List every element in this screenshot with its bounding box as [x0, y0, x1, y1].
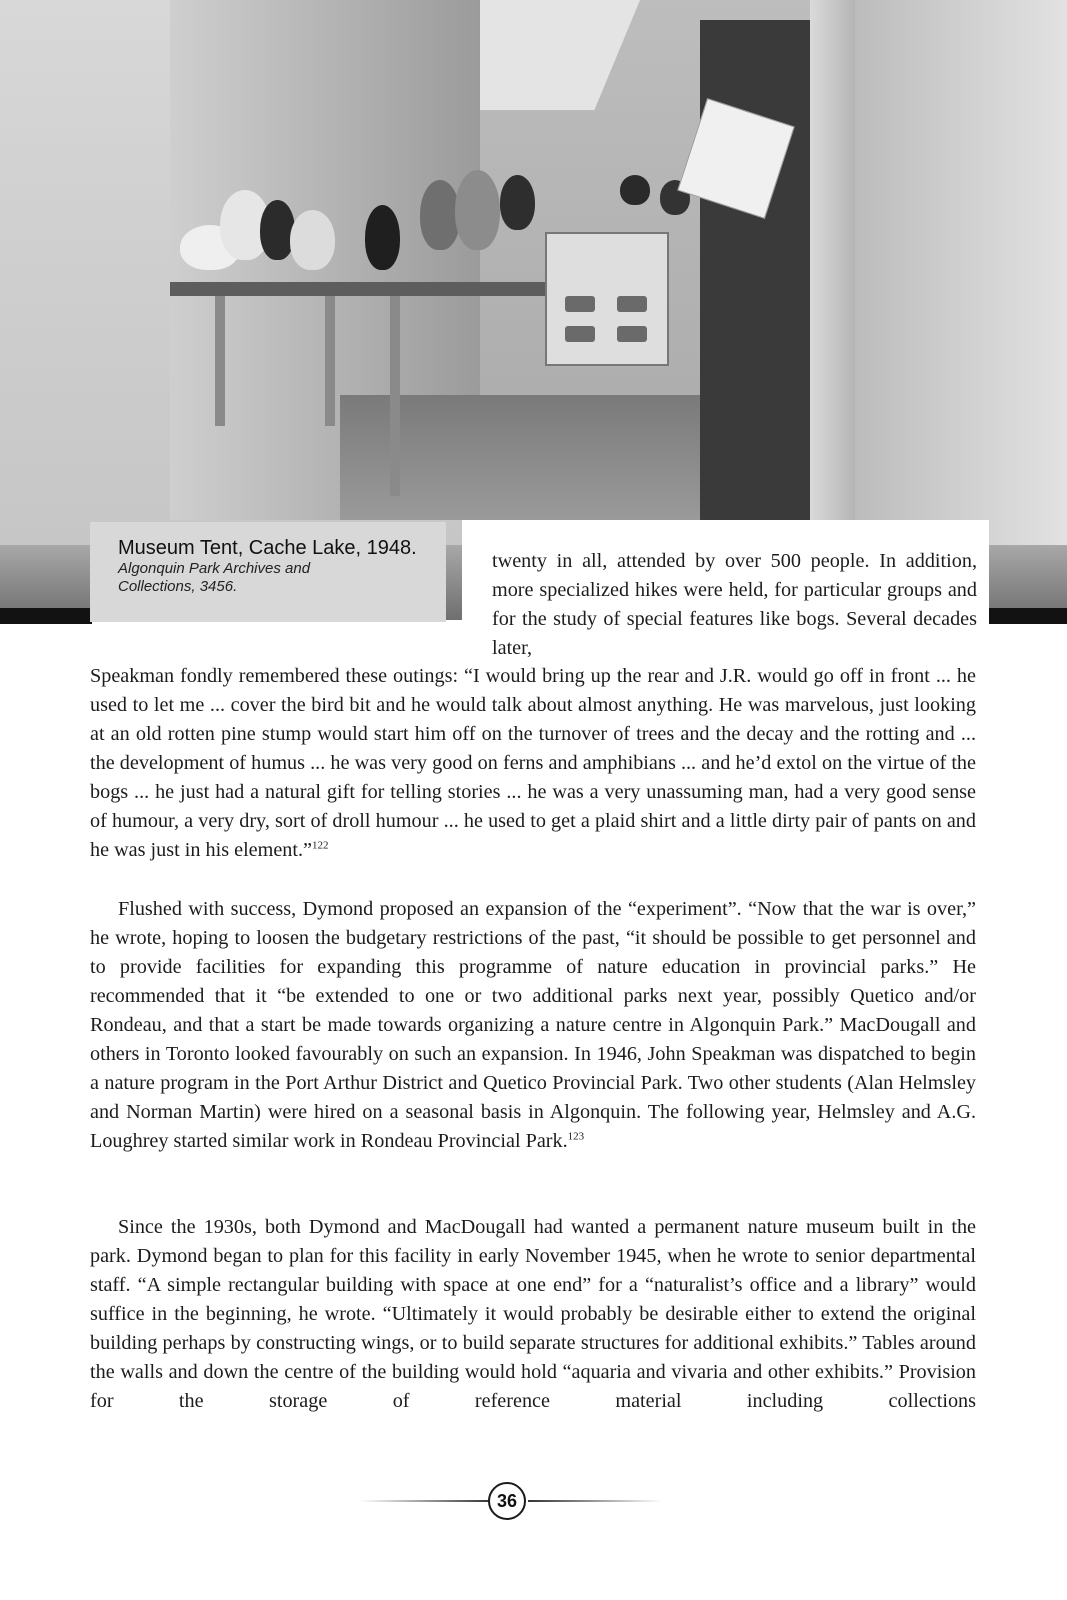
display-shelf [170, 282, 550, 296]
caption-source [118, 560, 446, 596]
paragraph-text: Flushed with success, Dymond proposed an expansion of the “experiment”. “Now that the war is over,” he wrote, hoping to loosen the budgetary restrictions of the past, “it should be possible to get personnel and to provide facilities for expanding this programme of nature education in provincial parks.” He recommended that it “be extended to one or two additional parks next year, possibly Quetico and/or Rondeau, and that a start be made towards organizing a nature centre in Algonquin Park.” MacDougall and others in Toronto looked favourably on such an expansion. In 1946, John Speakman was dispatched to begin a nature program in the Port Arthur District and Quetico Provincial Park. Two other students (Alan Helmsley and Norman Martin) were hired on a seasonal basis in Algonquin. The following year, Helmsley and A.G. Loughrey started similar work in Rondeau Provincial Park. [90, 898, 976, 1152]
caption-title: Museum Tent, Cache Lake, 1948. [118, 537, 417, 559]
caption-source-line: Collections, 3456. [118, 578, 238, 595]
tent-pole [810, 0, 855, 520]
photo-caption [90, 522, 446, 622]
shelf-leg [390, 296, 400, 496]
body-paragraph [90, 662, 976, 865]
footnote-marker[interactable]: 123 [567, 1130, 585, 1143]
shelf-leg [215, 296, 225, 426]
exhibit-sign-board [545, 232, 669, 366]
folio-rule-left [360, 1500, 492, 1502]
shelf-leg [325, 296, 335, 426]
body-paragraph [90, 895, 976, 1156]
dark-band-left [0, 608, 92, 624]
body-paragraph: twenty in all, attended by over 500 people. In addition, more specialized hikes were held, for particular groups and for the study of special features like bogs. Several decades later, [492, 550, 977, 659]
tent-right-flap [855, 0, 1067, 560]
footnote-marker[interactable]: 122 [312, 839, 329, 852]
caption-source-line: Algonquin Park Archives and [118, 560, 311, 577]
folio-rule-right [528, 1500, 662, 1502]
page-number: 36 [488, 1482, 526, 1520]
tent-doorway [700, 20, 810, 520]
paragraph-text: Speakman fondly remembered these outings: “I would bring up the rear and J.R. would go off in front ... he used to let me ... cover the bird bit and he would talk about almost anything. He was marvelous, just looking at an old rotten pine stump would start him off on the turnover of trees and the decay and the rotting and ... the development of humus ... he was very good on ferns and amphibians ... and he’d extol on the virtue of the bogs ... he just had a natural gift for telling stories ... he was a very unassuming man, had a very good sense of humour, a very dry, sort of droll humour ... he used to get a plaid shirt and a little dirty pair of pants on and he was just in his element.” [90, 665, 976, 861]
body-paragraph: Since the 1930s, both Dymond and MacDougall had wanted a permanent nature museum built in the park. Dymond began to plan for this facility in early November 1945, when he wrote to senior departmental staff. “A simple rectangular building with space at one end” for a “naturalist’s office and a library” would suffice in the beginning, he wrote. “Ultimately it would probably be desirable either to extend the original building perhaps by constructing wings, or to build separate structures for additional exhibits.” Tables around the walls and down the centre of the building would hold “aquaria and vivaria and other exhibits.” Provision for the storage of reference material including collections [90, 1216, 976, 1412]
